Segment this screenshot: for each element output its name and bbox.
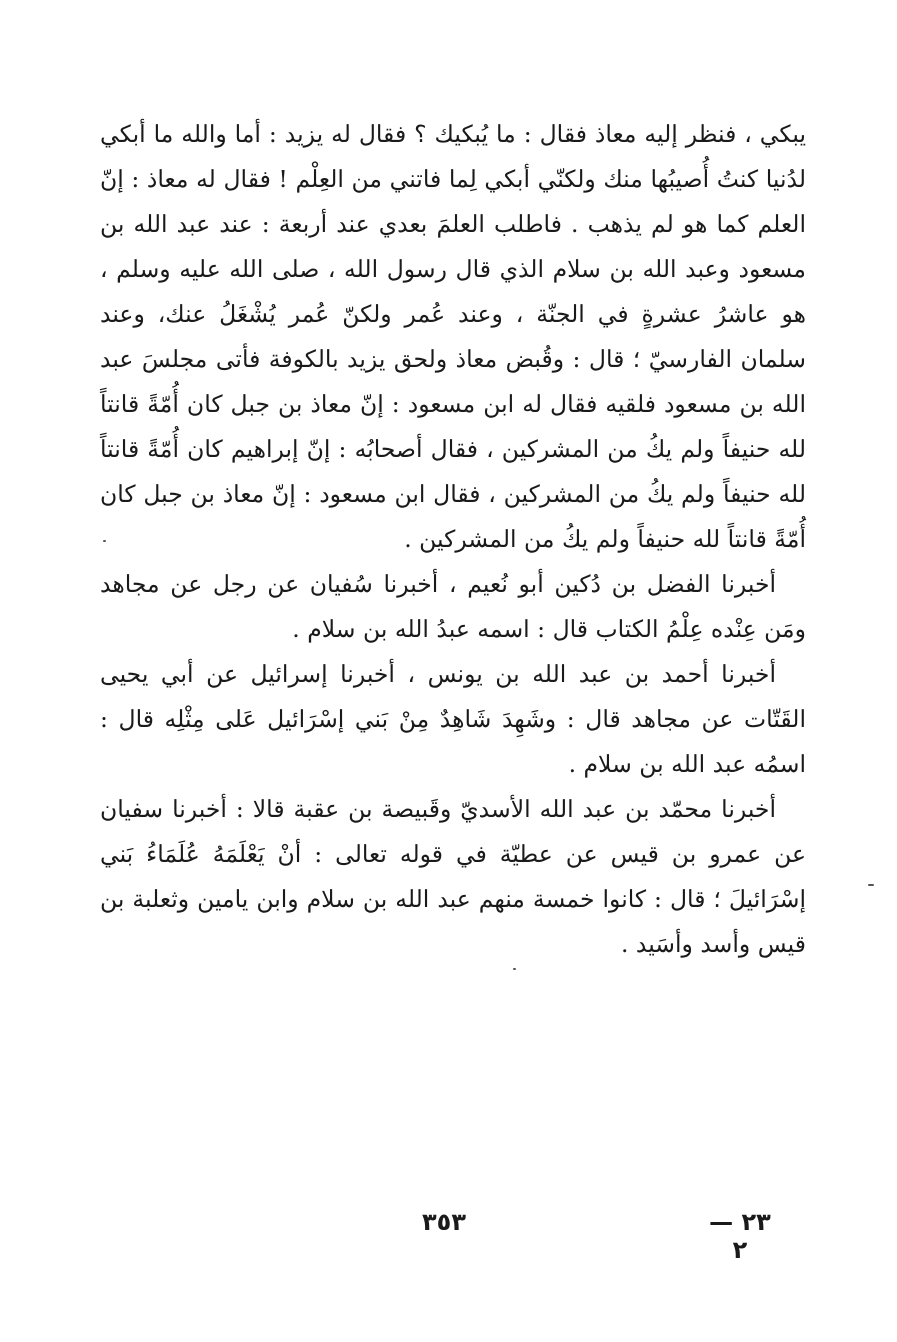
page-footer [0,1208,897,1264]
page-number: ٣٥٣ [422,1208,466,1236]
paragraph-1: يبكي ، فنظر إليه معاذ فقال : ما يُبكيك ؟ فقال له يزيد : أما والله ما أبكي لدُنيا كنتُ أُصيبُها منك ولكنّي أبكي لِما فاتني من العِلْم ! فقال له معاذ : إنّ العلم كما هو لم يذهب . فاطلب العلمَ بعدي عند أربعة : عند عبد الله بن مسعود وعبد الله بن سلام الذي قال رسول الله ، صلى الله عليه وسلم ، هو عاشرُ عشرةٍ في الجنّة ، وعند عُمر ولكنّ عُمر يُشْغَلُ عنك، وعند سلمان الفارسيّ ؛ قال : وقُبض معاذ ولحق يزيد بالكوفة فأتى مجلسَ عبد الله بن مسعود فلقيه فقال له ابن مسعود : إنّ معاذ بن جبل كان أُمّةً قانتاً لله حنيفاً ولم يكُ من المشركين ، فقال أصحابُه : إنّ إبراهيم كان أُمّةً قانتاً لله حنيفاً ولم يكُ من المشركين ، فقال ابن مسعود : إنّ معاذ بن جبل كان أُمّةً قانتاً لله حنيفاً ولم يكُ من المشركين . [100,120,806,553]
scan-speck [513,968,516,970]
paragraph-4: أخبرنا محمّد بن عبد الله الأسديّ وقَبيصة بن عقبة قالا : أخبرنا سفيان عن عمرو بن قيس عن عطيّة في قوله تعالى : أنْ يَعْلَمَهُ عُلَمَاءُ بَني إسْرَائيلَ ؛ قال : كانوا خمسة منهم عبد الله بن سلام وابن يامين وثعلبة بن قيس وأسد وأسَيد . [100,795,806,958]
paragraph-2: أخبرنا الفضل بن دُكين أبو نُعيم ، أخبرنا سُفيان عن رجل عن مجاهد ومَن عِنْده عِلْمُ الكتاب قال : اسمه عبدُ الله بن سلام . [100,570,806,643]
signature-mark: ٢٣ — ٢ [709,1208,771,1264]
scan-speck [868,884,874,886]
scan-speck [103,540,106,542]
paragraph-3: أخبرنا أحمد بن عبد الله بن يونس ، أخبرنا إسرائيل عن أبي يحيى القَتّات عن مجاهد قال : وشَهِدَ شَاهِدٌ مِنْ بَني إسْرَائيل عَلى مِثْلِه قال : اسمُه عبد الله بن سلام . [100,660,806,778]
main-text [100,112,806,967]
